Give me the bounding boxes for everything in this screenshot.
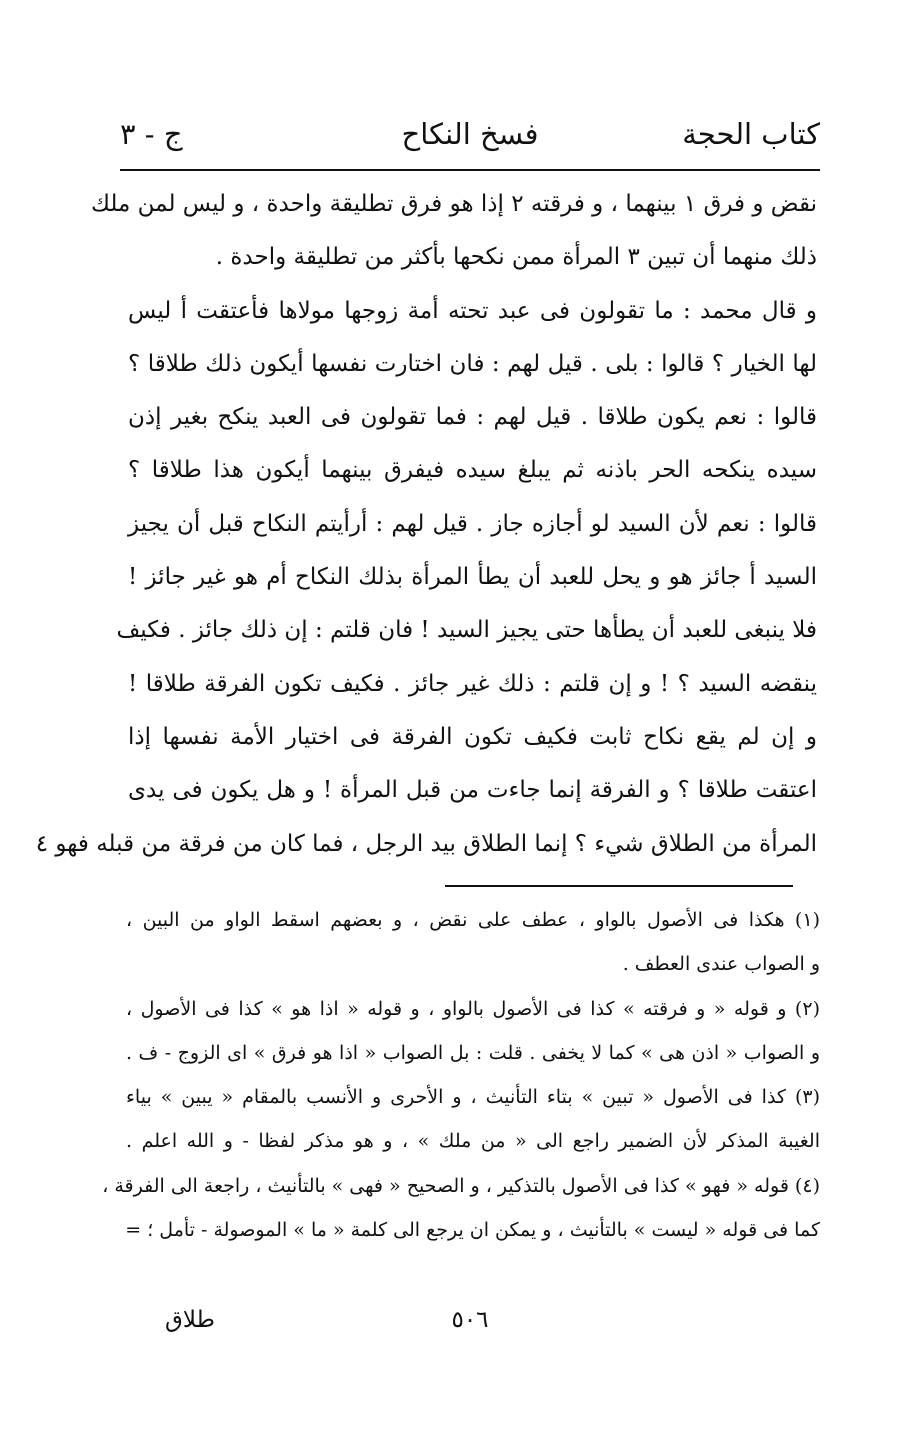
- text-line: قالوا : نعم يكون طلاقا . قيل لهم : فما تقولون فى العبد ينكح بغير إذن: [128, 404, 817, 431]
- text-line: و إن لم يقع نكاح ثابت فكيف تكون الفرقة فى اختيار الأمة نفسها إذا: [128, 723, 817, 750]
- text-line: ذلك منهما أن تبين ٣ المرأة ممن نكحها بأكثر من تطليقة واحدة .: [215, 244, 817, 271]
- footnote-line: و الصواب « اذن هى » كما لا يخفى . قلت : بل الصواب « اذا هو فرق » اى الزوج - ف .: [126, 1041, 820, 1064]
- text-line: نقض و فرق ١ بينهما ، و فرقته ٢ إذا هو فرق تطليقة واحدة ، و ليس لمن ملك: [91, 191, 817, 217]
- header-rule: [120, 169, 820, 171]
- chapter-title: فسخ النكاح: [401, 117, 539, 151]
- footnote-line: (٤) قوله « فهو » كذا فى الأصول بالتذكير ، و الصحيح « فهى » بالتأنيث ، راجعة الى الفرقة ،: [102, 1174, 820, 1197]
- text-line: و قال محمد : ما تقولون فى عبد تحته أمة زوجها مولاها فأعتقت أ ليس: [128, 297, 817, 324]
- text-line: قالوا : نعم لأن السيد لو أجازه جاز . قيل لهم : أرأيتم النكاح قبل أن يجيز: [128, 510, 817, 537]
- footnote-line: (٣) كذا فى الأصول « تبين » بتاء التأنيث ، و الأحرى و الأنسب بالمقام « يبين » بياء: [126, 1086, 820, 1109]
- text-line: السيد أ جائز هو و يحل للعبد أن يطأ المرأة بذلك النكاح أم هو غير جائز !: [128, 564, 817, 591]
- footnotes: [102, 898, 820, 1252]
- text-line: لها الخيار ؟ قالوا : بلى . قيل لهم : فان اختارت نفسها أيكون ذلك طلاقا ؟: [128, 350, 817, 377]
- footnote-line: (٢) و قوله « و فرقته » كذا فى الأصول بالواو ، و قوله « اذا هو » كذا فى الأصول ،: [126, 997, 820, 1020]
- text-line: المرأة من الطلاق شيء ؟ إنما الطلاق بيد الرجل ، فما كان من فرقة من قبله فهو ٤: [35, 830, 817, 857]
- footnote-line: الغيبة المذكر لأن الضمير راجع الى « من ملك » ، و هو مذكر لفظا - و الله اعلم .: [126, 1130, 820, 1153]
- book-title: كتاب الحجة: [682, 117, 820, 151]
- main-text: [35, 178, 817, 871]
- page-footer: [120, 1300, 820, 1340]
- text-line: سيده ينكحه الحر باذنه ثم يبلغ سيده فيفرق بينهما أيكون هذا طلاقا ؟: [128, 457, 817, 484]
- footnote-line: و الصواب عندى العطف .: [622, 953, 820, 976]
- text-line: فلا ينبغى للعبد أن يطأها حتى يجيز السيد ! فان قلتم : إن ذلك جائز . فكيف: [116, 617, 817, 644]
- text-line: اعتقت طلاقا ؟ و الفرقة إنما جاءت من قبل المرأة ! و هل يكون فى يدى: [128, 777, 817, 804]
- footnote-line: كما فى قوله « ليست » بالتأنيث ، و يمكن ان يرجع الى كلمة « ما » الموصولة - تأمل ؛ =: [125, 1219, 820, 1242]
- catchword: طلاق: [165, 1307, 215, 1333]
- page-header: [120, 112, 820, 156]
- text-line: ينقضه السيد ؟ ! و إن قلتم : ذلك غير جائز . فكيف تكون الفرقة طلاقا !: [128, 670, 817, 697]
- page-number: ٥٠٦: [451, 1307, 489, 1333]
- volume-number: ج - ٣: [120, 117, 183, 151]
- footnote-line: (١) هكذا فى الأصول بالواو ، عطف على نقض ، و بعضهم اسقط الواو من البين ،: [126, 909, 820, 931]
- footnote-separator: [445, 885, 793, 887]
